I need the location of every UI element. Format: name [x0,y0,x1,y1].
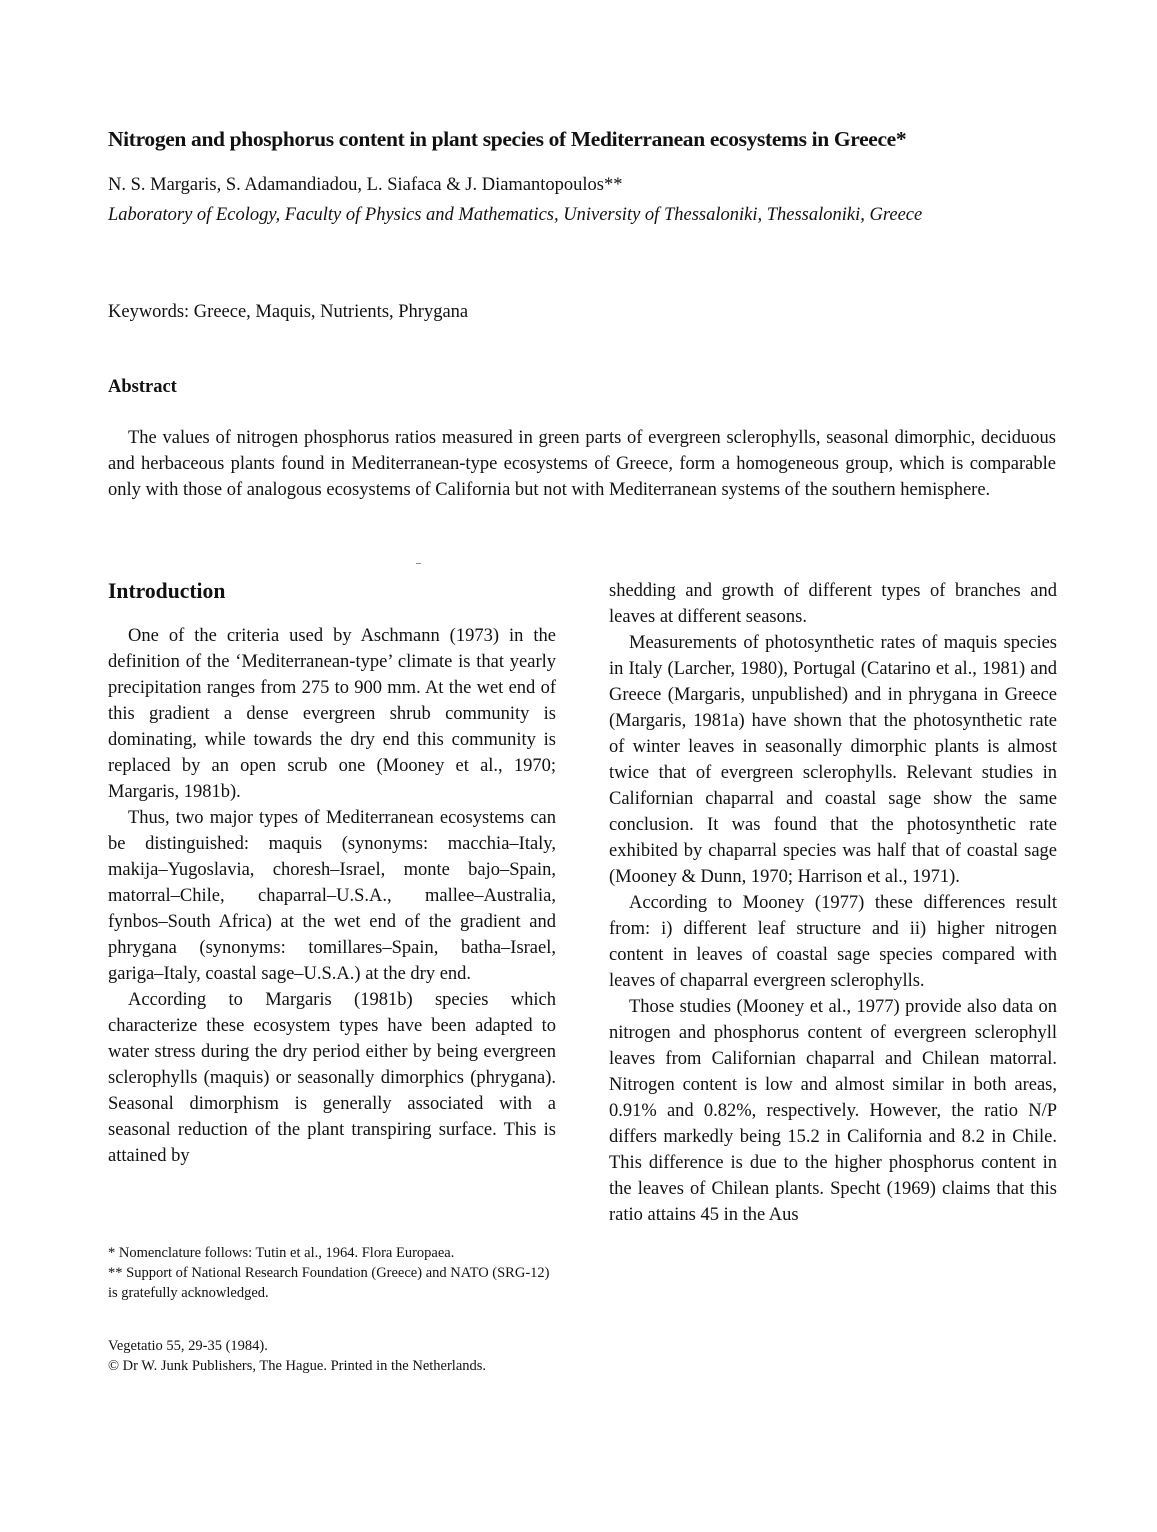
body-paragraph: According to Margaris (1981b) species which characterize these ecosystem types have been adapted to water stress during the dry period either by being evergreen sclerophylls (maquis) or seasonally dimorphics (phrygana). Seasonal dimorphism is generally associated with a seasonal reduction of the plant transpiring surface. This is attained by [108,990,556,1166]
footnote: ** Support of National Research Foundation (Greece) and NATO (SRG-12) is gratefully acknowledged. [108,1265,550,1301]
body-paragraph: According to Mooney (1977) these differences result from: i) different leaf structure and ii) higher nitrogen content in leaves of coastal sage species compared with leaves of chaparral evergreen sclerophylls. [609,893,1057,991]
author-list: N. S. Margaris, S. Adamandiadou, L. Siafaca & J. Diamantopoulos** [108,175,623,195]
footnote: * Nomenclature follows: Tutin et al., 1964. Flora Europaea. [108,1245,455,1261]
body-paragraph: Thus, two major types of Mediterranean ecosystems can be distinguished: maquis (synonyms: macchia–Italy, makija–Yugoslavia, choresh–Israel, monte bajo–Spain, matorral–Chile, chaparral–U.S.A., mallee–Australia, fynbos–South Africa) at the wet end of the gradient and phrygana (synonyms: tomillares–Spain, batha–Israel, gariga–Italy, coastal sage–U.S.A.) at the dry end. [108,808,556,984]
footnotes [108,1243,556,1303]
body-paragraph: Measurements of photosynthetic rates of maquis species in Italy (Larcher, 1980), Portugal (Catarino et al., 1981) and Greece (Margaris, unpublished) and in phrygana in Greece (Margaris, 1981a) have shown that the photosynthetic rate of winter leaves in seasonally dimorphic plants is almost twice that of evergreen sclerophylls. Relevant studies in Californian chaparral and coastal sage show the same conclusion. It was found that the photosynthetic rate exhibited by chaparral species was half that of coastal sage (Mooney & Dunn, 1970; Harrison et al., 1971). [609,633,1057,887]
journal-reference: Vegetatio 55, 29-35 (1984). [108,1338,268,1354]
right-column [609,578,1057,1228]
affiliation: Laboratory of Ecology, Faculty of Physics and Mathematics, University of Thessaloniki, Thessaloniki, Greece [108,205,923,225]
body-paragraph: One of the criteria used by Aschmann (1973) in the definition of the ‘Mediterranean-type’ climate is that yearly precipitation ranges from 275 to 900 mm. At the wet end of this gradient a dense evergreen shrub community is dominating, while towards the dry end this community is replaced by an open scrub one (Mooney et al., 1970; Margaris, 1981b). [108,626,556,802]
journal-citation [108,1336,486,1376]
left-column [108,578,556,1169]
copyright-line: © Dr W. Junk Publishers, The Hague. Printed in the Netherlands. [108,1358,487,1374]
keywords: Keywords: Greece, Maquis, Nutrients, Phrygana [108,302,469,322]
body-paragraph: shedding and growth of different types of branches and leaves at different seasons. [609,581,1057,627]
paper-title: Nitrogen and phosphorus content in plant species of Mediterranean ecosystems in Greece* [108,127,907,151]
scan-speck [416,563,421,564]
abstract-text: The values of nitrogen phosphorus ratios measured in green parts of evergreen sclerophylls, seasonal dimorphic, deciduous and herbaceous plants found in Mediterranean-type ecosystems of Greece, form a homogeneous group, which is comparable only with those of analogous ecosystems of California but not with Mediterranean systems of the southern hemisphere. [108,428,1056,500]
abstract-heading: Abstract [108,377,177,397]
introduction-heading: Introduction [108,579,226,603]
body-paragraph: Those studies (Mooney et al., 1977) provide also data on nitrogen and phosphorus content of evergreen sclerophyll leaves from Californian chaparral and Chilean matorral. Nitrogen content is low and almost similar in both areas, 0.91% and 0.82%, respectively. However, the ratio N/P differs markedly being 15.2 in California and 8.2 in Chile. This difference is due to the higher phosphorus content in the leaves of Chilean plants. Specht (1969) claims that this ratio attains 45 in the Aus [609,997,1057,1225]
